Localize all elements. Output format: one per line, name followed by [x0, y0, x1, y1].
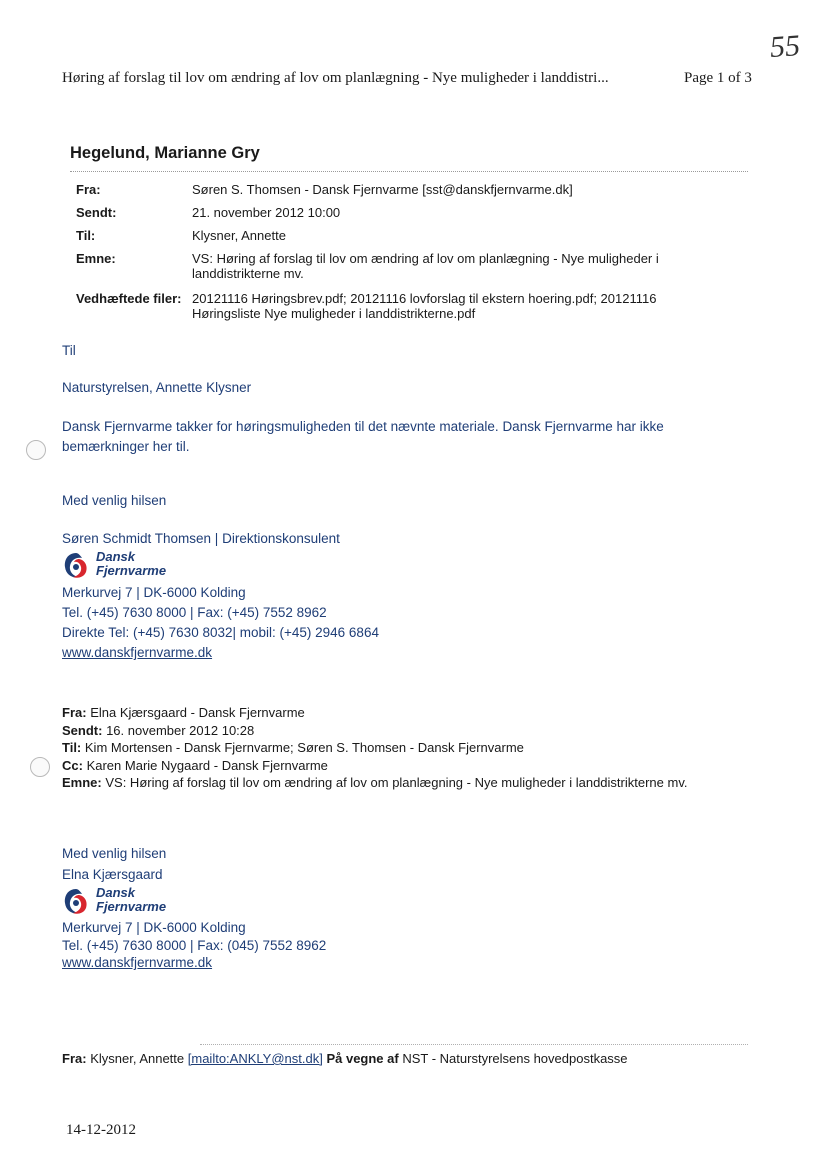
fwd2-on-behalf-value: NST - Naturstyrelsens hovedpostkasse — [402, 1051, 628, 1066]
closing — [62, 491, 166, 511]
fwd1-sent-row — [62, 722, 687, 740]
to-label: Til: — [76, 228, 96, 243]
attachments-line-2: Høringsliste Nye muligheder i landdistrikterne.pdf — [192, 306, 476, 321]
fwd1-sent-value: 16. november 2012 10:28 — [106, 722, 255, 738]
logo-word-1: Dansk — [96, 549, 136, 564]
binder-hole-bottom — [30, 757, 50, 777]
fwd1-from-label: Fra: — [62, 705, 87, 720]
signature-block-1 — [62, 529, 379, 663]
fwd1-to-row — [62, 739, 687, 757]
closing-line: Med venlig hilsen — [62, 493, 167, 508]
page-indicator: Page 1 of 3 — [684, 70, 752, 86]
logo-word-2: Fjernvarme — [96, 563, 167, 578]
binder-hole-top — [26, 440, 46, 460]
fwd1-from-row — [62, 704, 687, 722]
fwd1-subject-row — [62, 774, 687, 792]
signature-direct: Direkte Tel: (+45) 7630 8032| mobil: (+45) 2946 6864 — [62, 625, 379, 640]
fwd1-from-value: Elna Kjærsgaard - Dansk Fjernvarme — [90, 705, 305, 720]
handwritten-page-number: 55 — [768, 28, 802, 65]
fwd1-cc-label: Cc: — [62, 757, 83, 773]
swirl-logo-icon-2 — [62, 887, 90, 917]
fwd2-from-label: Fra: — [62, 1051, 87, 1066]
subject-line-2: landdistrikterne mv. — [192, 266, 304, 281]
fwd1-subject-value: VS: Høring af forslag til lov om ændring af lov om planlægning - Nye muligheder i landdistrikterne mv. — [105, 775, 688, 790]
sig2-website-link[interactable]: www.danskfjernvarme.dk — [62, 955, 213, 970]
print-date: 14-12-2012 — [66, 1122, 136, 1138]
fwd1-cc-row — [62, 757, 687, 775]
message-line-1: Dansk Fjernvarme takker for høringsmuligheden til det nævnte materiale. Dansk Fjernvarme har ikke — [62, 419, 664, 434]
recipient-line: Naturstyrelsen, Annette Klysner — [62, 380, 252, 395]
sig2-address: Merkurvej 7 | DK-6000 Kolding — [62, 920, 246, 935]
fwd2-on-behalf-label: På vegne af — [326, 1051, 399, 1066]
dansk-fjernvarme-logo — [62, 549, 379, 585]
salutation: Til — [62, 343, 76, 358]
signature-name: Søren Schmidt Thomsen | Direktionskonsulent — [62, 531, 340, 546]
message-body — [62, 341, 76, 361]
attachments-line-1: 20121116 Høringsbrev.pdf; 20121116 lovforslag til ekstern hoering.pdf; 20121116 — [192, 291, 657, 306]
sent-label: Sendt: — [76, 205, 117, 220]
signature-website-link[interactable]: www.danskfjernvarme.dk — [62, 645, 213, 660]
forwarded-header-2 — [62, 1050, 628, 1068]
fwd2-from-name: Klysner, Annette — [90, 1051, 185, 1066]
forwarded-header-1 — [62, 704, 687, 792]
message-recipient — [62, 378, 251, 398]
mailbox-owner-name: Hegelund, Marianne Gry — [70, 144, 260, 162]
logo2-word-1: Dansk — [96, 885, 136, 900]
logo2-word-2: Fjernvarme — [96, 899, 167, 914]
print-title: Høring af forslag til lov om ændring af lov om planlægning - Nye muligheder i landdistri... — [62, 70, 609, 86]
fwd1-subject-label: Emne: — [62, 775, 102, 790]
attachments-label: Vedhæftede filer: — [76, 291, 182, 306]
subject-line-1: VS: Høring af forslag til lov om ændring af lov om planlægning - Nye muligheder i — [192, 251, 659, 266]
attachments-value — [192, 291, 712, 321]
forwarded-divider — [200, 1044, 748, 1045]
signature-block-2 — [62, 844, 326, 972]
signature-phone: Tel. (+45) 7630 8000 | Fax: (+45) 7552 8962 — [62, 605, 327, 620]
from-label: Fra: — [76, 182, 101, 197]
header-divider — [70, 171, 748, 172]
fwd1-to-value: Kim Mortensen - Dansk Fjernvarme; Søren S. Thomsen - Dansk Fjernvarme — [84, 740, 524, 755]
fwd2-mailto-link[interactable]: [mailto:ANKLY@nst.dk] — [187, 1051, 323, 1066]
sig2-name: Elna Kjærsgaard — [62, 867, 163, 882]
message-text — [62, 417, 664, 457]
fwd2-from-row — [62, 1050, 628, 1068]
swirl-logo-icon — [62, 551, 90, 581]
subject-label: Emne: — [76, 251, 116, 266]
to-value: Klysner, Annette — [192, 228, 286, 243]
dansk-fjernvarme-logo-2 — [62, 885, 326, 921]
subject-value — [192, 251, 712, 281]
fwd1-to-label: Til: — [62, 740, 82, 755]
from-value: Søren S. Thomsen - Dansk Fjernvarme [sst@danskfjernvarme.dk] — [192, 182, 573, 197]
fwd1-cc-value: Karen Marie Nygaard - Dansk Fjernvarme — [86, 757, 328, 773]
message-line-2: bemærkninger her til. — [62, 439, 190, 454]
signature-address: Merkurvej 7 | DK-6000 Kolding — [62, 585, 246, 600]
sig2-closing: Med venlig hilsen — [62, 846, 167, 861]
sig2-phone: Tel. (+45) 7630 8000 | Fax: (045) 7552 8962 — [62, 937, 327, 953]
fwd1-sent-label: Sendt: — [62, 722, 103, 738]
sent-value: 21. november 2012 10:00 — [192, 205, 341, 220]
